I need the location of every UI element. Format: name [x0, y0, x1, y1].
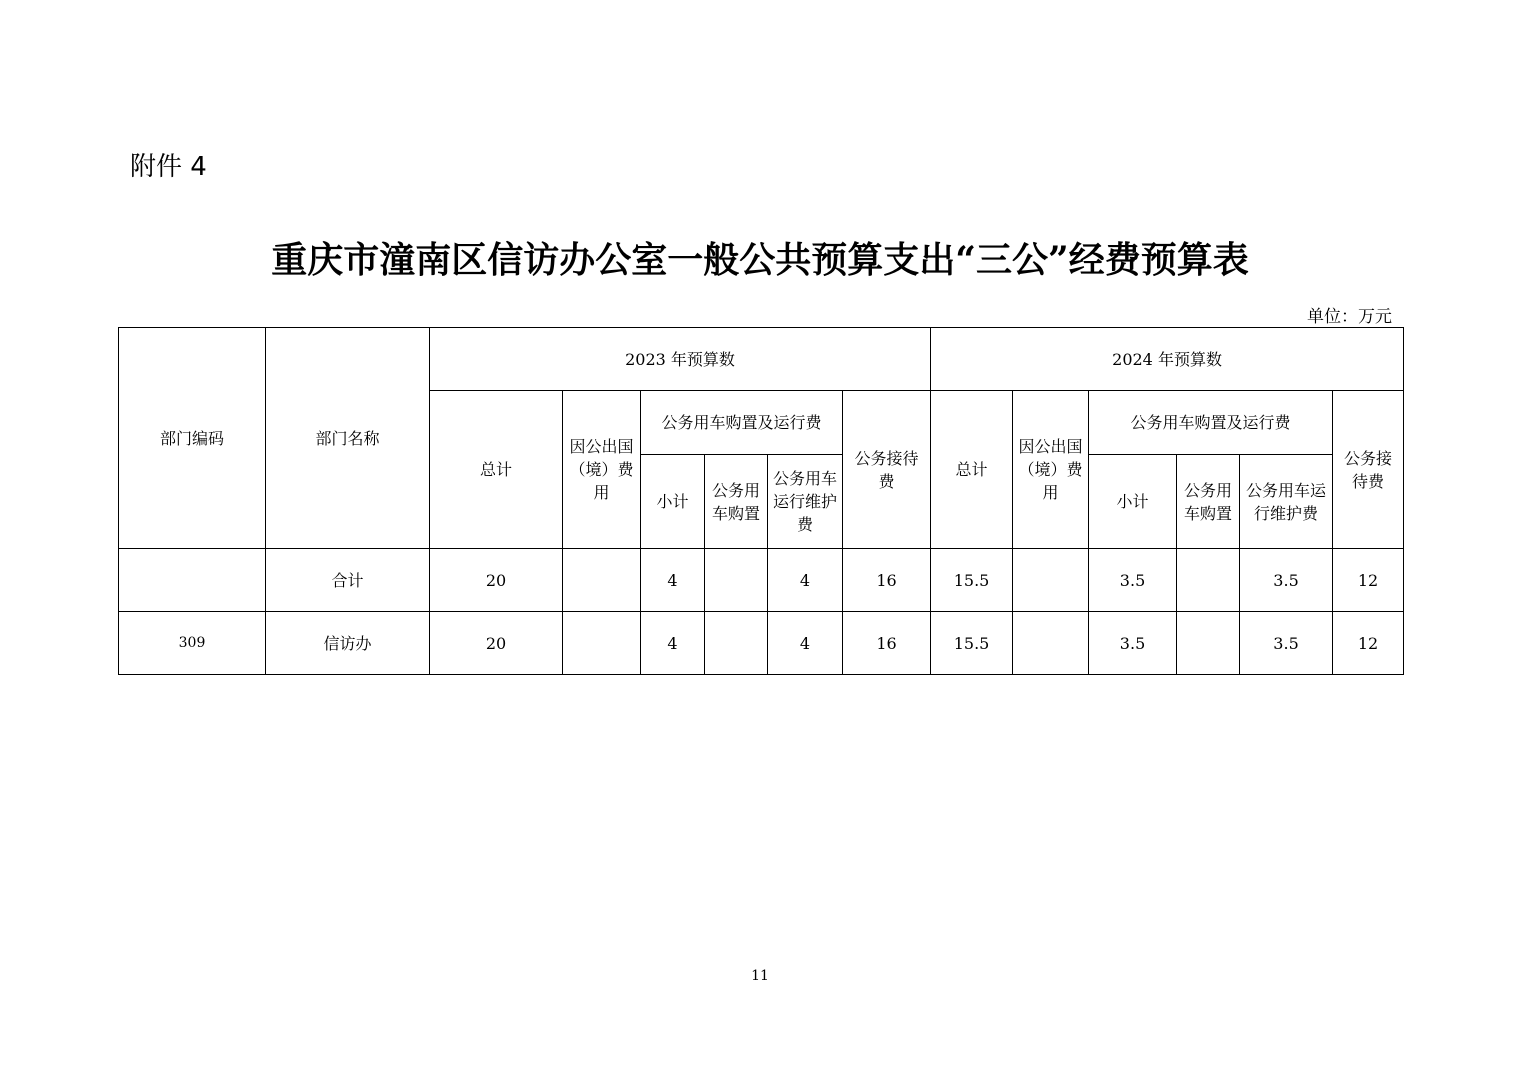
cell-2023-abroad: [563, 549, 641, 612]
cell-2023-total: 20: [430, 612, 563, 675]
table-row-total: [119, 549, 1404, 612]
cell-2024-abroad: [1013, 612, 1089, 675]
cell-2023-subtotal: 4: [641, 549, 705, 612]
cell-2024-purchase: [1177, 549, 1240, 612]
cell-2024-maint: 3.5: [1240, 612, 1333, 675]
header-dept-name: 部门名称: [266, 328, 430, 549]
header-2023-car-purchase: 公务用车购置: [705, 455, 768, 549]
cell-2023-total: 20: [430, 549, 563, 612]
header-year-2024: 2024 年预算数: [931, 328, 1404, 391]
budget-table: [118, 327, 1404, 675]
cell-code: [119, 549, 266, 612]
cell-code: 309: [119, 612, 266, 675]
header-2024-car-purchase: 公务用车购置: [1177, 455, 1240, 549]
header-2023-total: 总计: [430, 391, 563, 549]
header-dept-code: 部门编码: [119, 328, 266, 549]
header-2024-subtotal: 小计: [1089, 455, 1177, 549]
cell-2023-purchase: [705, 612, 768, 675]
header-2023-abroad: 因公出国（境）费用: [563, 391, 641, 549]
cell-2023-subtotal: 4: [641, 612, 705, 675]
unit-label: 单位：万元: [1307, 307, 1392, 327]
cell-2023-reception: 16: [843, 549, 931, 612]
header-2023-subtotal: 小计: [641, 455, 705, 549]
cell-2024-total: 15.5: [931, 612, 1013, 675]
cell-name: 信访办: [266, 612, 430, 675]
attachment-label: 附件 4: [130, 152, 207, 182]
header-year-2023: 2023 年预算数: [430, 328, 931, 391]
cell-2024-reception: 12: [1333, 612, 1404, 675]
page-title: 重庆市潼南区信访办公室一般公共预算支出“三公”经费预算表: [271, 239, 1249, 281]
cell-2024-abroad: [1013, 549, 1089, 612]
cell-2024-maint: 3.5: [1240, 549, 1333, 612]
header-2024-total: 总计: [931, 391, 1013, 549]
table-row-309: [119, 612, 1404, 675]
cell-2024-subtotal: 3.5: [1089, 549, 1177, 612]
header-2024-car-group: 公务用车购置及运行费: [1089, 391, 1333, 455]
cell-2024-subtotal: 3.5: [1089, 612, 1177, 675]
header-2024-abroad: 因公出国（境）费用: [1013, 391, 1089, 549]
cell-2023-purchase: [705, 549, 768, 612]
cell-2023-abroad: [563, 612, 641, 675]
header-2023-reception: 公务接待费: [843, 391, 931, 549]
cell-2024-total: 15.5: [931, 549, 1013, 612]
cell-2023-maint: 4: [768, 612, 843, 675]
cell-2024-purchase: [1177, 612, 1240, 675]
header-2023-car-maint: 公务用车运行维护费: [768, 455, 843, 549]
header-2024-reception: 公务接待费: [1333, 391, 1404, 549]
cell-2023-reception: 16: [843, 612, 931, 675]
cell-2023-maint: 4: [768, 549, 843, 612]
cell-2024-reception: 12: [1333, 549, 1404, 612]
header-2023-car-group: 公务用车购置及运行费: [641, 391, 843, 455]
header-2024-car-maint: 公务用车运行维护费: [1240, 455, 1333, 549]
cell-name: 合计: [266, 549, 430, 612]
page-number: 11: [751, 968, 769, 984]
